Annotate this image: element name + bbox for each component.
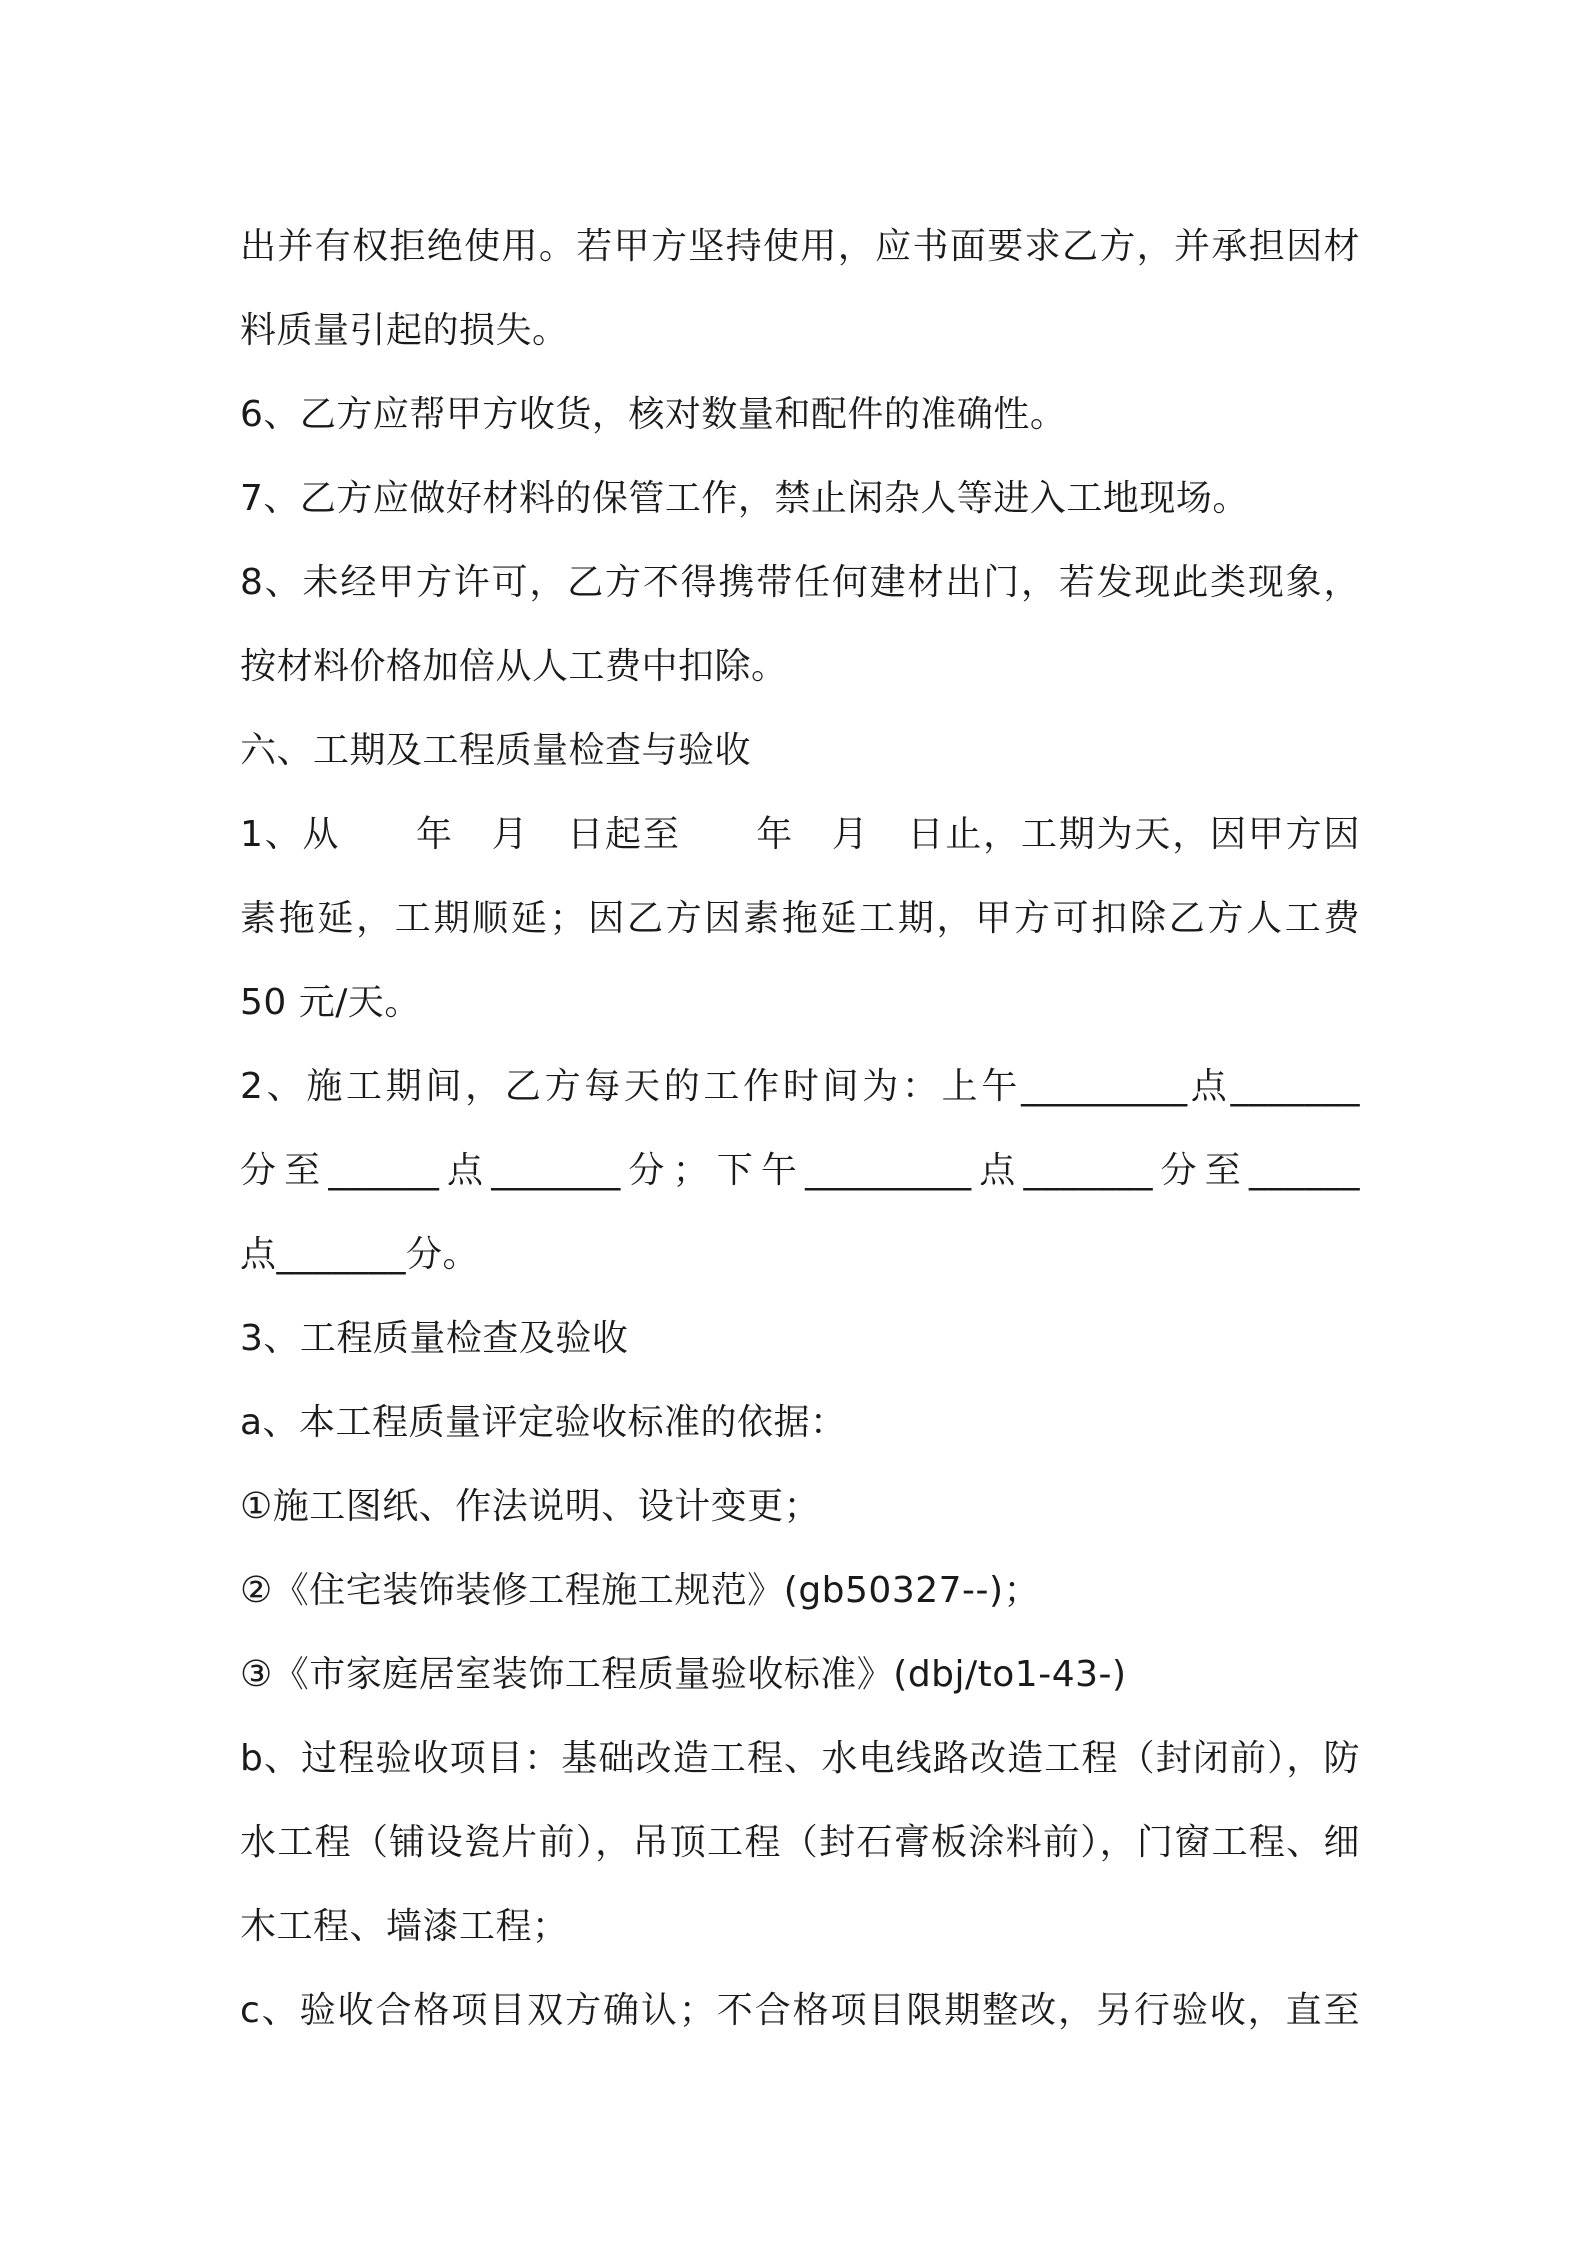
text-line: b、过程验收项目：基础改造工程、水电线路改造工程（封闭前），防 (240, 1738, 1360, 1779)
text-line: 按材料价格加倍从人工费中扣除。 (240, 646, 788, 687)
text-line: 1、从 年 月 日起至 年 月 日止，工期为天，因甲方因 (240, 814, 1360, 855)
text-line: 8、未经甲方许可，乙方不得携带任何建材出门，若发现此类现象， (240, 562, 1360, 603)
text-line: 木工程、墙漆工程； (240, 1906, 569, 1947)
text-line: 出并有权拒绝使用。若甲方坚持使用，应书面要求乙方，并承担因材 (240, 226, 1360, 267)
text-line: 7、乙方应做好材料的保管工作，禁止闲杂人等进入工地现场。 (240, 478, 1249, 519)
text-line: ②《住宅装饰装修工程施工规范》(gb50327--)； (240, 1570, 1041, 1611)
text-line: 料质量引起的损失。 (240, 310, 569, 351)
text-line: 水工程（铺设瓷片前），吊顶工程（封石膏板涂料前），门窗工程、细 (240, 1822, 1360, 1863)
text-line: 分至______点_______分；下午_________点_______分至______ (240, 1150, 1360, 1191)
text-line: c、验收合格项目双方确认；不合格项目限期整改，另行验收，直至 (240, 1990, 1360, 2031)
section-heading: 六、工期及工程质量检查与验收 (240, 730, 752, 771)
text-line: ③《市家庭居室装饰工程质量验收标准》(dbj/to1-43-) (240, 1654, 1127, 1695)
text-line: ①施工图纸、作法说明、设计变更； (240, 1486, 821, 1527)
text-line: 3、工程质量检查及验收 (240, 1318, 629, 1359)
text-line: 点_______分。 (240, 1234, 480, 1275)
text-line: a、本工程质量评定验收标准的依据： (240, 1402, 847, 1443)
text-line: 素拖延，工期顺延；因乙方因素拖延工期，甲方可扣除乙方人工费 (240, 898, 1360, 939)
document-body (240, 205, 1360, 2053)
text-line: 6、乙方应帮甲方收货，核对数量和配件的准确性。 (240, 394, 1067, 435)
text-line: 2、施工期间，乙方每天的工作时间为：上午_________点_______ (240, 1066, 1360, 1107)
text-line: 50 元/天。 (240, 982, 421, 1023)
